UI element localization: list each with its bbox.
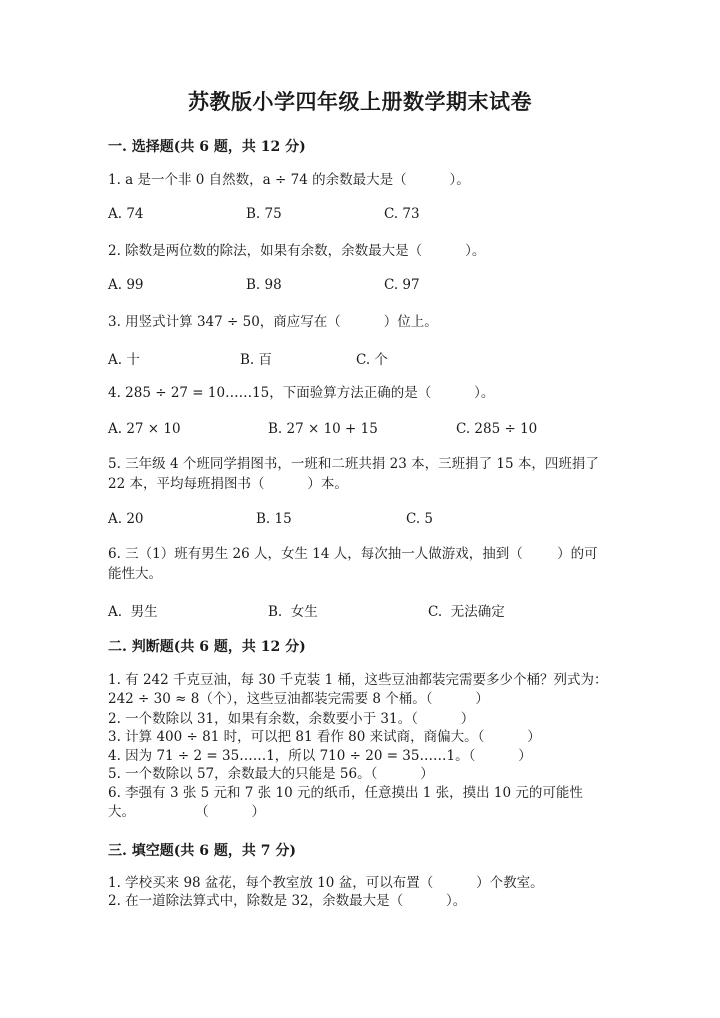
section-choice-heading: 一. 选择题(共 6 题，共 12 分) [108,139,306,155]
question-3-option-c: C. 个 [356,352,388,368]
question-3-option-a: A. 十 [108,352,140,368]
judge-item-4: 4. 因为 71 ÷ 2 = 35……1，所以 710 ÷ 20 = 35……1。（ ） [108,748,532,764]
judge-item-2: 2. 一个数除以 31，如果有余数，余数要小于 31。（ ） [108,711,475,727]
question-5: 5. 三年级 4 个班同学捐图书，一班和二班共捐 23 本，三班捐了 15 本，四班捐了 22 本，平均每班捐图书（ ）本。 [108,456,604,492]
question-4: 4. 285 ÷ 27 = 10……15，下面验算方法正确的是（ ）。 [108,385,495,401]
question-3-option-b: B. 百 [240,352,273,368]
question-5-option-b: B. 15 [256,511,292,527]
judge-item-1: 1. 有 242 千克豆油，每 30 千克装 1 桶，这些豆油都装完需要多少个桶？列式为：242 ÷ 30 ≈ 8（个），这些豆油都装完需要 8 个桶。（ ） [108,672,608,707]
question-4-option-b: B. 27 × 10 + 15 [268,421,378,437]
section-fill-heading: 三. 填空题(共 6 题，共 7 分) [108,843,296,859]
question-2: 2. 除数是两位数的除法，如果有余数，余数最大是（ ）。 [108,243,486,259]
question-1-option-a: A. 74 [108,206,144,222]
judge-item-6: 6. 李强有 3 张 5 元和 7 张 10 元的纸币，任意摸出 1 张，摸出 10 元的可能性大。 （ ） [108,785,583,820]
section-judge-heading: 二. 判断题(共 6 题，共 12 分) [108,639,306,655]
fill-item-1: 1. 学校买来 98 盆花，每个教室放 10 盆，可以布置（ ）个教室。 [108,875,544,891]
question-1-option-b: B. 75 [246,206,282,222]
fill-item-2: 2. 在一道除法算式中，除数是 32，余数最大是（ ）。 [108,893,467,909]
question-2-option-b: B. 98 [246,277,282,293]
question-6: 6. 三（1）班有男生 26 人，女生 14 人，每次抽一人做游戏，抽到（ ）的可能性大。 [108,546,598,582]
question-4-option-a: A. 27 × 10 [108,421,181,437]
question-2-option-c: C. 97 [384,277,420,293]
page-title: 苏教版小学四年级上册数学期末试卷 [188,89,532,114]
question-2-option-a: A. 99 [108,277,144,293]
question-1: 1. a 是一个非 0 自然数，a ÷ 74 的余数最大是（ ）。 [108,172,470,188]
judge-item-3: 3. 计算 400 ÷ 81 时，可以把 81 看作 80 来试商，商偏大。（ ） [108,729,541,745]
question-6-option-c: C. 无法确定 [428,604,505,620]
question-1-option-c: C. 73 [384,206,420,222]
question-6-option-a: A. 男生 [108,604,158,620]
question-5-option-c: C. 5 [406,511,434,527]
question-5-option-a: A. 20 [108,511,144,527]
question-6-option-b: B. 女生 [268,604,318,620]
question-3: 3. 用竖式计算 347 ÷ 50，商应写在（ ）位上。 [108,314,438,330]
question-4-option-c: C. 285 ÷ 10 [456,421,538,437]
judge-item-5: 5. 一个数除以 57，余数最大的只能是 56。（ ） [108,766,434,782]
